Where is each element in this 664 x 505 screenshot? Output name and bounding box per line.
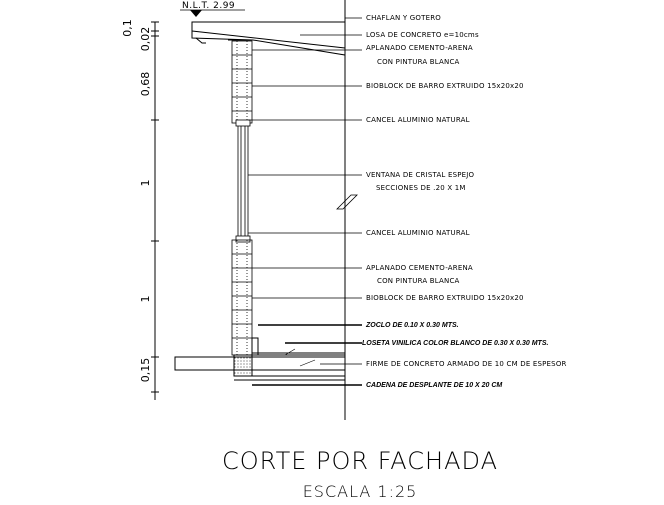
floor-slab: [175, 338, 345, 380]
dimension-label: 0,15: [139, 357, 152, 383]
dimension-label: 1: [139, 295, 152, 303]
callout-label: APLANADO CEMENTO-ARENA: [366, 264, 473, 272]
dimension-label: 0,68: [139, 71, 152, 97]
callout-label: CHAFLAN Y GOTERO: [366, 14, 441, 22]
callout-label: LOSETA VINILICA COLOR BLANCO DE 0.30 X 0.30 MTS.: [362, 340, 549, 347]
callouts: [362, 14, 567, 389]
callout-label: BIOBLOCK DE BARRO EXTRUIDO 15x20x20: [366, 294, 524, 302]
dimension-label: 0,02: [139, 26, 152, 52]
window-frame: [236, 120, 250, 242]
callout-label: CON PINTURA BLANCA: [377, 277, 460, 285]
callout-label: CANCEL ALUMINIO NATURAL: [366, 229, 470, 237]
level-mark: [180, 1, 245, 17]
callout-label: SECCIONES DE .20 X 1M: [376, 184, 466, 192]
level-mark-label: N.L.T. 2.99: [182, 1, 236, 11]
dimension-label: 1: [139, 179, 152, 187]
callout-label: LOSA DE CONCRETO e=10cms: [366, 31, 479, 39]
callout-label: BIOBLOCK DE BARRO EXTRUIDO 15x20x20: [366, 82, 524, 90]
lower-block-wall: [232, 240, 252, 355]
callout-label: CADENA DE DESPLANTE DE 10 X 20 CM: [366, 382, 503, 389]
drawing-title: CORTE POR FACHADA: [222, 447, 498, 475]
callout-label: CON PINTURA BLANCA: [377, 58, 460, 66]
callout-label: CANCEL ALUMINIO NATURAL: [366, 116, 470, 124]
upper-block-wall: [232, 41, 252, 123]
callout-label: VENTANA DE CRISTAL ESPEJO: [366, 171, 475, 179]
callout-label: FIRME DE CONCRETO ARMADO DE 10 CM DE ESPESOR: [366, 360, 567, 368]
callout-label: APLANADO CEMENTO-ARENA: [366, 44, 473, 52]
dimension-label: 0,1: [121, 19, 134, 37]
callout-label: ZOCLO DE 0.10 X 0.30 MTS.: [366, 322, 459, 329]
drawing-scale: ESCALA 1:25: [302, 482, 418, 501]
break-mark: [337, 195, 357, 209]
